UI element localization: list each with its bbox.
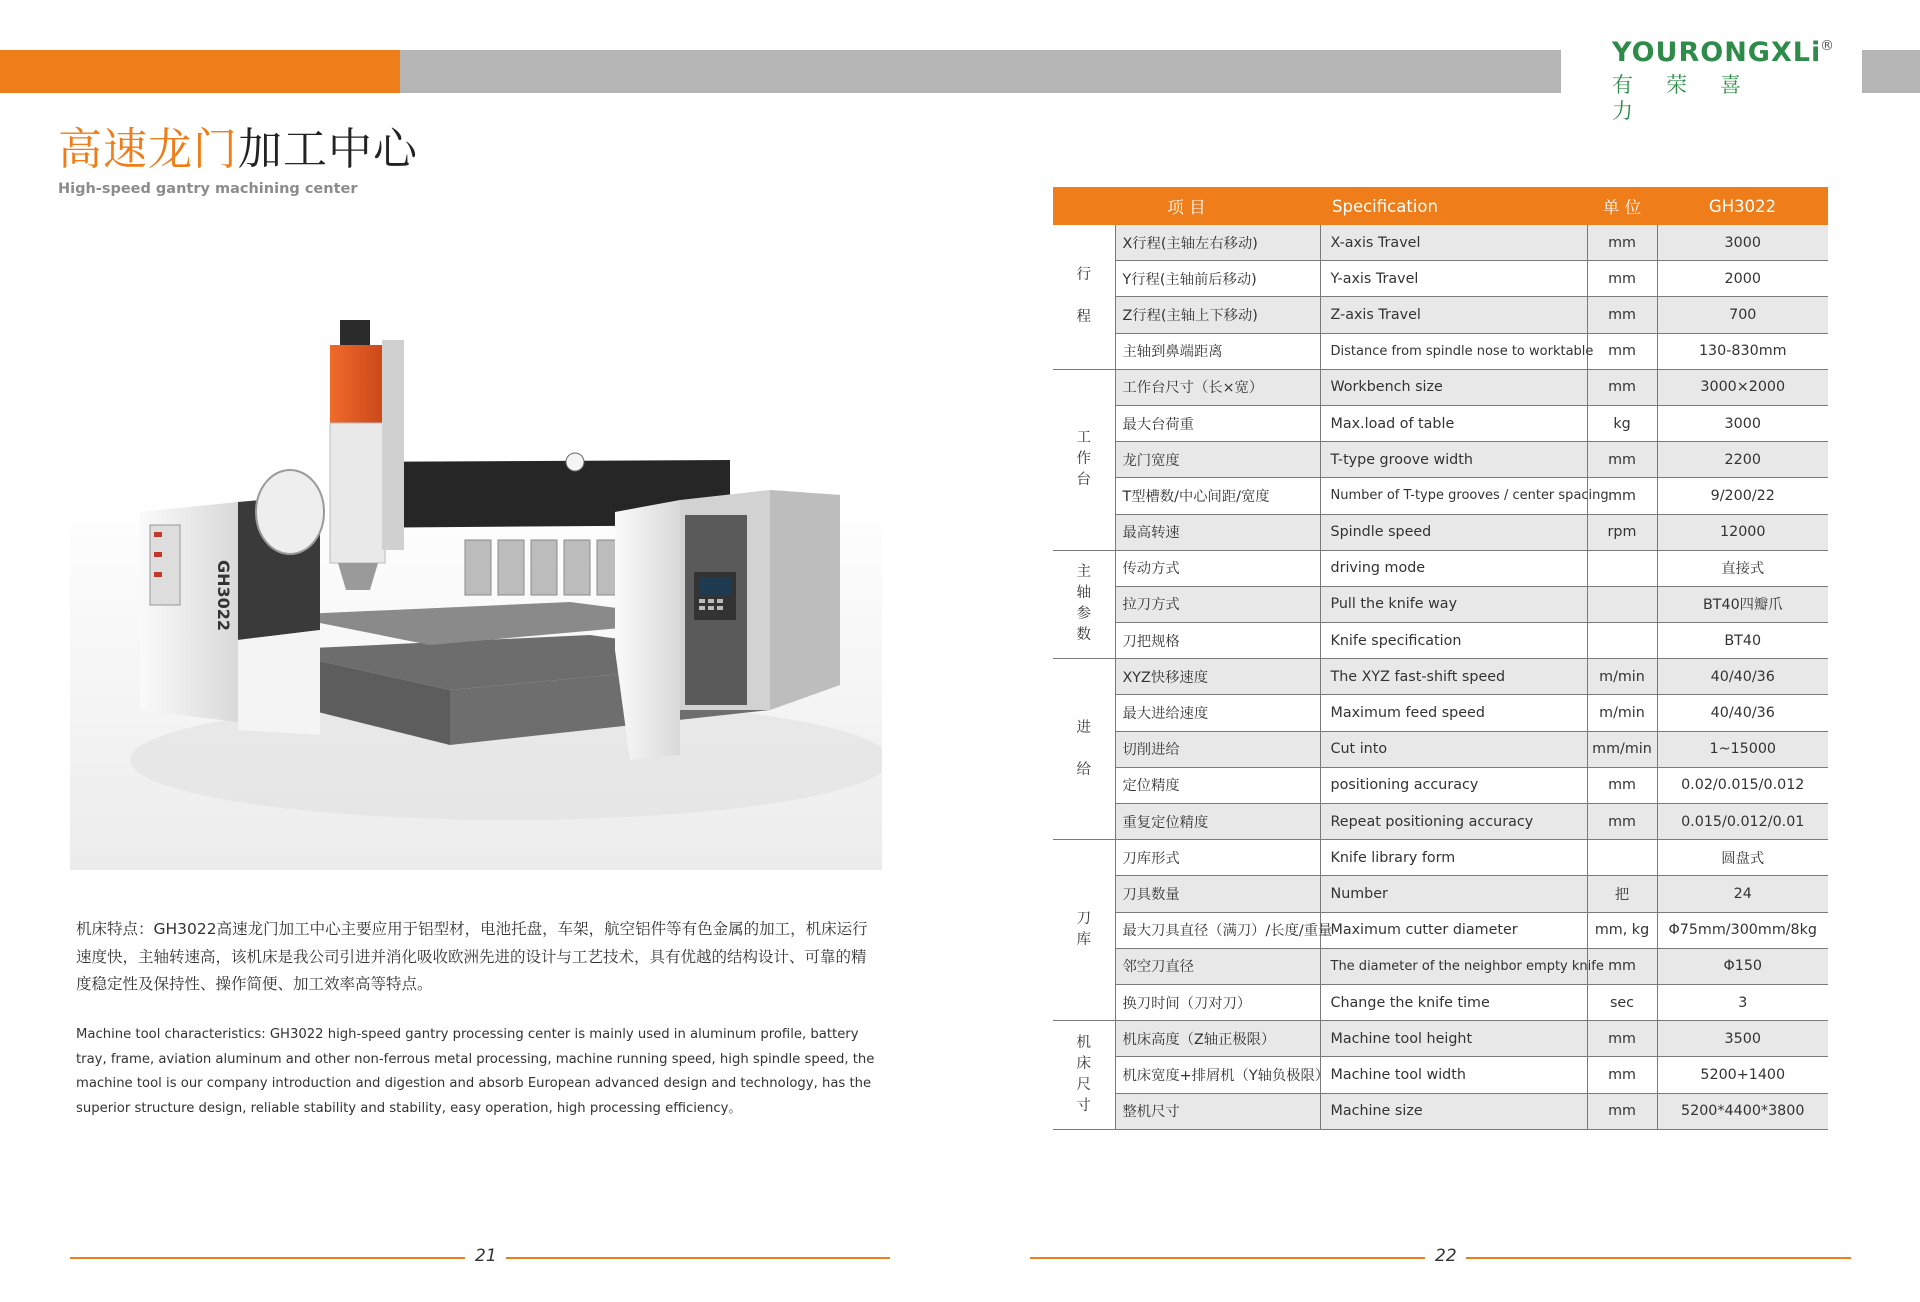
spec-unit: m/min: [1587, 695, 1657, 731]
spec-english: X-axis Travel: [1320, 225, 1587, 261]
spec-value: 700: [1657, 297, 1828, 333]
spec-unit: mm: [1587, 369, 1657, 405]
title-rest: 加工中心: [238, 124, 418, 175]
spec-chinese: XYZ快移速度: [1115, 659, 1320, 695]
spec-value: 130-830mm: [1657, 333, 1828, 369]
page-title: [58, 122, 418, 178]
spec-value: 3500: [1657, 1021, 1828, 1057]
spec-english: Cut into: [1320, 731, 1587, 767]
spec-english: Maximum feed speed: [1320, 695, 1587, 731]
table-row: [1053, 731, 1828, 767]
spec-english: Pull the knife way: [1320, 586, 1587, 622]
group-label: 进 给: [1053, 659, 1115, 840]
spec-unit: 把: [1587, 876, 1657, 912]
table-body: [1053, 225, 1828, 1129]
spec-english: Machine tool height: [1320, 1021, 1587, 1057]
description-chinese: 机床特点：GH3022高速龙门加工中心主要应用于铝型材，电池托盘，车架，航空铝件等有色金属的加工，机床运行速度快，主轴转速高，该机床是我公司引进并消化吸收欧洲先进的设计与工艺技术，具有优越的结构设计、可靠的精度稳定性及保持性、操作简便、加工效率高等特点。: [76, 920, 868, 993]
spec-english: Spindle speed: [1320, 514, 1587, 550]
spec-chinese: Y行程(主轴前后移动): [1115, 261, 1320, 297]
table-row: [1053, 261, 1828, 297]
spec-chinese: 龙门宽度: [1115, 442, 1320, 478]
table-row: [1053, 984, 1828, 1020]
footer-line-right-a: [1030, 1257, 1425, 1259]
spec-english: T-type groove width: [1320, 442, 1587, 478]
footer-line-right-b: [1466, 1257, 1851, 1259]
spec-english: Number: [1320, 876, 1587, 912]
table-row: [1053, 912, 1828, 948]
spec-chinese: 定位精度: [1115, 767, 1320, 803]
spec-chinese: 机床高度（Z轴正极限）: [1115, 1021, 1320, 1057]
spec-unit: mm: [1587, 442, 1657, 478]
table-row: [1053, 586, 1828, 622]
table-row: [1053, 514, 1828, 550]
table-row: [1053, 369, 1828, 405]
spec-chinese: 刀库形式: [1115, 840, 1320, 876]
spec-value: 3000: [1657, 405, 1828, 441]
spec-unit: mm: [1587, 261, 1657, 297]
spec-chinese: 换刀时间（刀对刀）: [1115, 984, 1320, 1020]
table-row: [1053, 840, 1828, 876]
table-row: [1053, 478, 1828, 514]
header-spec: Specification: [1320, 187, 1587, 225]
table-header-row: [1053, 187, 1828, 225]
spec-english: Machine size: [1320, 1093, 1587, 1129]
table-row: [1053, 659, 1828, 695]
spec-value: 5200*4400*3800: [1657, 1093, 1828, 1129]
spec-english: Distance from spindle nose to worktable: [1320, 333, 1587, 369]
footer-line-left-b: [506, 1257, 890, 1259]
page-number-right: 22: [1435, 1246, 1457, 1266]
machine-image: [70, 290, 882, 870]
table-row: [1053, 550, 1828, 586]
spec-unit: mm: [1587, 478, 1657, 514]
spec-value: 直接式: [1657, 550, 1828, 586]
group-label: 行 程: [1053, 225, 1115, 369]
spec-value: 1~15000: [1657, 731, 1828, 767]
spec-unit: [1587, 623, 1657, 659]
spec-chinese: 传动方式: [1115, 550, 1320, 586]
spec-unit: mm: [1587, 1021, 1657, 1057]
spec-value: 5200+1400: [1657, 1057, 1828, 1093]
spec-english: Knife library form: [1320, 840, 1587, 876]
spec-unit: kg: [1587, 405, 1657, 441]
page-subtitle: High-speed gantry machining center: [58, 181, 358, 197]
spec-chinese: 最大进给速度: [1115, 695, 1320, 731]
header-bar-orange: [0, 50, 400, 93]
spec-chinese: 重复定位精度: [1115, 804, 1320, 840]
spec-chinese: 刀具数量: [1115, 876, 1320, 912]
spec-chinese: 整机尺寸: [1115, 1093, 1320, 1129]
spec-chinese: T型槽数/中心间距/宽度: [1115, 478, 1320, 514]
spec-value: 40/40/36: [1657, 695, 1828, 731]
spec-unit: rpm: [1587, 514, 1657, 550]
spec-english: Maximum cutter diameter: [1320, 912, 1587, 948]
table-row: [1053, 442, 1828, 478]
spec-unit: mm: [1587, 225, 1657, 261]
spec-unit: mm, kg: [1587, 912, 1657, 948]
spec-value: 3000: [1657, 225, 1828, 261]
table-row: [1053, 1057, 1828, 1093]
spec-value: 0.02/0.015/0.012: [1657, 767, 1828, 803]
spec-value: 9/200/22: [1657, 478, 1828, 514]
spec-english: Number of T-type grooves / center spacing: [1320, 478, 1587, 514]
table-row: [1053, 333, 1828, 369]
spec-english: Knife specification: [1320, 623, 1587, 659]
table-row: [1053, 876, 1828, 912]
spec-chinese: 主轴到鼻端距离: [1115, 333, 1320, 369]
logo-chinese: 有荣喜力: [1612, 73, 1774, 123]
group-label: 工 作 台: [1053, 369, 1115, 550]
spec-english: Change the knife time: [1320, 984, 1587, 1020]
brand-logo: [1612, 36, 1834, 124]
spec-unit: sec: [1587, 984, 1657, 1020]
group-label: 刀 库: [1053, 840, 1115, 1021]
spec-english: Machine tool width: [1320, 1057, 1587, 1093]
spec-english: Workbench size: [1320, 369, 1587, 405]
spec-unit: [1587, 550, 1657, 586]
table-row: [1053, 1093, 1828, 1129]
group-label: 机 床 尺 寸: [1053, 1021, 1115, 1130]
spec-value: 3: [1657, 984, 1828, 1020]
table-row: [1053, 623, 1828, 659]
header-bar-gray-right: [1862, 50, 1920, 93]
spec-value: 圆盘式: [1657, 840, 1828, 876]
spec-chinese: 拉刀方式: [1115, 586, 1320, 622]
spec-unit: mm: [1587, 804, 1657, 840]
table-row: [1053, 405, 1828, 441]
spec-chinese: 工作台尺寸（长×宽）: [1115, 369, 1320, 405]
spec-english: Z-axis Travel: [1320, 297, 1587, 333]
spec-unit: [1587, 840, 1657, 876]
header-model: GH3022: [1657, 187, 1828, 225]
page-number-left: 21: [475, 1246, 497, 1266]
spec-value: 0.015/0.012/0.01: [1657, 804, 1828, 840]
footer-line-left-a: [70, 1257, 465, 1259]
spec-value: BT40: [1657, 623, 1828, 659]
table-row: [1053, 695, 1828, 731]
spec-english: driving mode: [1320, 550, 1587, 586]
machine-model-label: GH3022: [214, 560, 233, 632]
table-row: [1053, 804, 1828, 840]
spec-unit: mm: [1587, 767, 1657, 803]
table-row: [1053, 948, 1828, 984]
spec-value: BT40四瓣爪: [1657, 586, 1828, 622]
spec-value: Φ75mm/300mm/8kg: [1657, 912, 1828, 948]
spec-chinese: 邻空刀直径: [1115, 948, 1320, 984]
spec-chinese: 机床宽度+排屑机（Y轴负极限）: [1115, 1057, 1320, 1093]
spec-unit: mm: [1587, 1057, 1657, 1093]
spec-unit: mm: [1587, 948, 1657, 984]
table-row: [1053, 297, 1828, 333]
spec-unit: mm/min: [1587, 731, 1657, 767]
spec-unit: m/min: [1587, 659, 1657, 695]
logo-latin: YOURONGXLi: [1612, 37, 1822, 68]
spec-chinese: X行程(主轴左右移动): [1115, 225, 1320, 261]
spec-chinese: 刀把规格: [1115, 623, 1320, 659]
table-row: [1053, 1021, 1828, 1057]
spec-chinese: Z行程(主轴上下移动): [1115, 297, 1320, 333]
spec-unit: mm: [1587, 297, 1657, 333]
spec-unit: mm: [1587, 1093, 1657, 1129]
spec-unit: mm: [1587, 333, 1657, 369]
spec-value: 2200: [1657, 442, 1828, 478]
header-bar-gray: [400, 50, 1561, 93]
spec-chinese: 最大刀具直径（满刀）/长度/重量: [1115, 912, 1320, 948]
header-item: 项 目: [1053, 187, 1320, 225]
spec-english: Repeat positioning accuracy: [1320, 804, 1587, 840]
spec-unit: [1587, 586, 1657, 622]
spec-value: 2000: [1657, 261, 1828, 297]
description-english: Machine tool characteristics: GH3022 high-speed gantry processing center is mainly used in aluminum profile, battery tray, frame, aviation aluminum and other non-ferrous metal processing, machine running speed, high spindle speed, the machine tool is our company introduction and digestion and absorb European advanced design and technology, has the superior structure design, reliable stability and stability, easy operation, high processing efficiency。: [76, 1027, 875, 1116]
spec-chinese: 最大台荷重: [1115, 405, 1320, 441]
spec-value: 3000×2000: [1657, 369, 1828, 405]
header-unit: 单 位: [1587, 187, 1657, 225]
spec-chinese: 切削进给: [1115, 731, 1320, 767]
spec-value: 24: [1657, 876, 1828, 912]
spec-english: Y-axis Travel: [1320, 261, 1587, 297]
spec-english: positioning accuracy: [1320, 767, 1587, 803]
spec-value: Φ150: [1657, 948, 1828, 984]
registered-mark: ®: [1820, 38, 1834, 54]
spec-table: [1053, 187, 1828, 1130]
spec-english: Max.load of table: [1320, 405, 1587, 441]
spec-value: 12000: [1657, 514, 1828, 550]
group-label: 主 轴 参 数: [1053, 550, 1115, 659]
title-highlight: 高速龙门: [58, 124, 238, 175]
spec-english: The diameter of the neighbor empty knife: [1320, 948, 1587, 984]
table-row: [1053, 225, 1828, 261]
spec-value: 40/40/36: [1657, 659, 1828, 695]
spec-english: The XYZ fast-shift speed: [1320, 659, 1587, 695]
spec-chinese: 最高转速: [1115, 514, 1320, 550]
table-row: [1053, 767, 1828, 803]
